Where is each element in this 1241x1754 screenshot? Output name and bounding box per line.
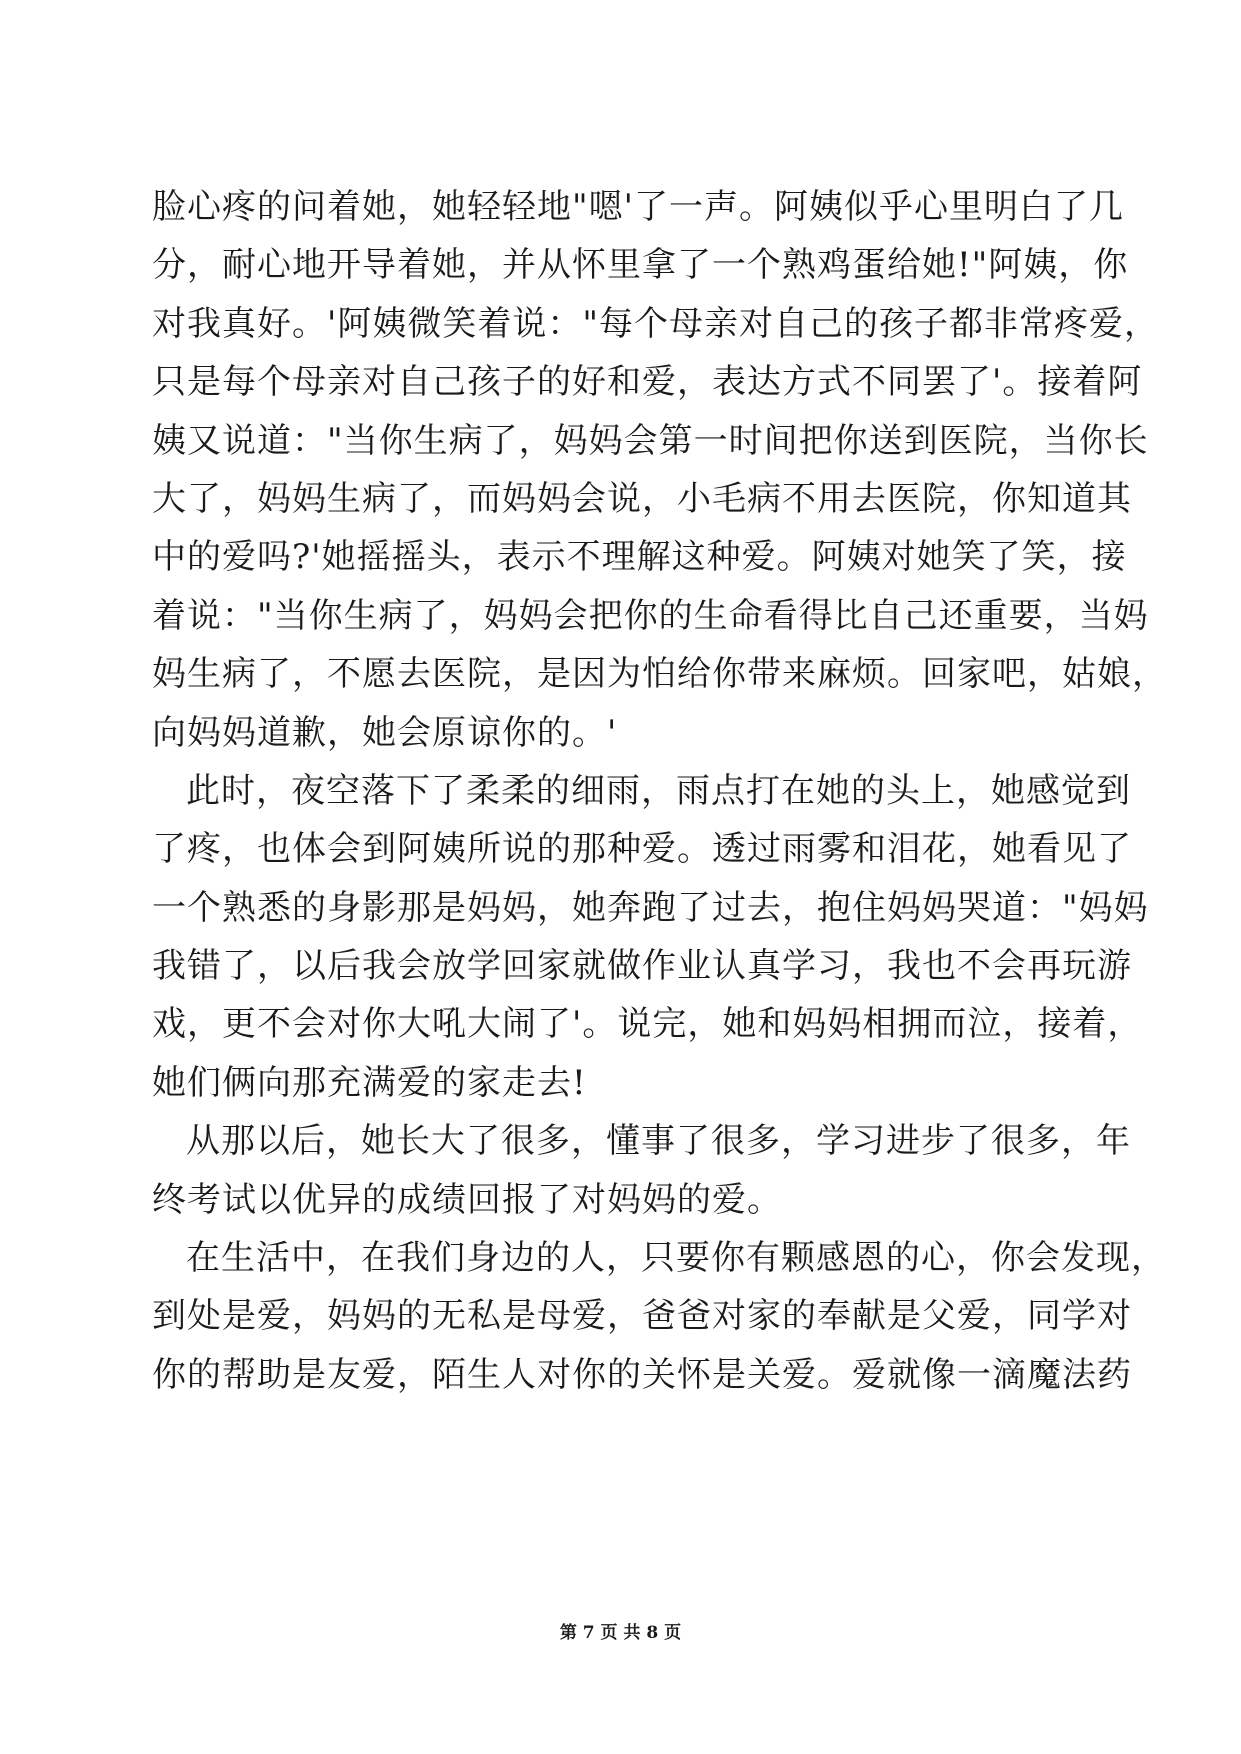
text-line: 脸心疼的问着她，她轻轻地"嗯'了一声。阿姨似乎心里明白了几 [152, 187, 1124, 227]
paragraph-start-line: 在生活中，在我们身边的人，只要你有颗感恩的心，你会发现， [186, 1238, 1166, 1279]
text-line: 了疼，也体会到阿姨所说的那种爱。透过雨雾和泪花，她看见了 [152, 829, 1132, 870]
text-line: 终考试以优异的成绩回报了对妈妈的爱。 [152, 1179, 782, 1220]
text-line: 大了，妈妈生病了，而妈妈会说，小毛病不用去医院，你知道其 [152, 478, 1132, 519]
paragraph-start-line: 此时，夜空落下了柔柔的细雨，雨点打在她的头上，她感觉到 [186, 770, 1131, 811]
text-line: 分，耐心地开导着她，并从怀里拿了一个熟鸡蛋给她!"阿姨，你 [152, 245, 1129, 286]
text-line: 她们俩向那充满爱的家走去! [152, 1062, 587, 1103]
text-line: 中的爱吗?'她摇摇头，表示不理解这种爱。阿姨对她笑了笑，接 [152, 537, 1127, 578]
text-line: 到处是爱，妈妈的无私是母爱，爸爸对家的奉献是父爱，同学对 [152, 1296, 1132, 1337]
paragraph-start-line: 从那以后，她长大了很多，懂事了很多，学习进步了很多，年 [186, 1121, 1131, 1162]
text-line: 姨又说道："当你生病了，妈妈会第一时间把你送到医院，当你长 [152, 420, 1149, 461]
page-number-footer: 第 7 页 共 8 页 [559, 1623, 682, 1643]
text-line: 你的帮助是友爱，陌生人对你的关怀是关爱。爱就像一滴魔法药 [152, 1354, 1132, 1395]
text-line: 着说："当你生病了，妈妈会把你的生命看得比自己还重要，当妈 [152, 595, 1149, 636]
text-line: 戏，更不会对你大吼大闹了'。说完，她和妈妈相拥而泣，接着， [152, 1004, 1143, 1045]
text-line: 妈生病了，不愿去医院，是因为怕给你带来麻烦。回家吧，姑娘， [152, 654, 1167, 695]
text-line: 只是每个母亲对自己孩子的好和爱，表达方式不同罢了'。接着阿 [152, 362, 1143, 403]
text-line: 我错了，以后我会放学回家就做作业认真学习，我也不会再玩游 [152, 946, 1132, 987]
text-line: 对我真好。'阿姨微笑着说："每个母亲对自己的孩子都非常疼爱， [152, 303, 1159, 344]
text-line: 一个熟悉的身影那是妈妈，她奔跑了过去，抱住妈妈哭道："妈妈 [152, 887, 1149, 928]
body-text [152, 178, 1167, 1404]
text-line: 向妈妈道歉，她会原谅你的。' [152, 712, 618, 753]
